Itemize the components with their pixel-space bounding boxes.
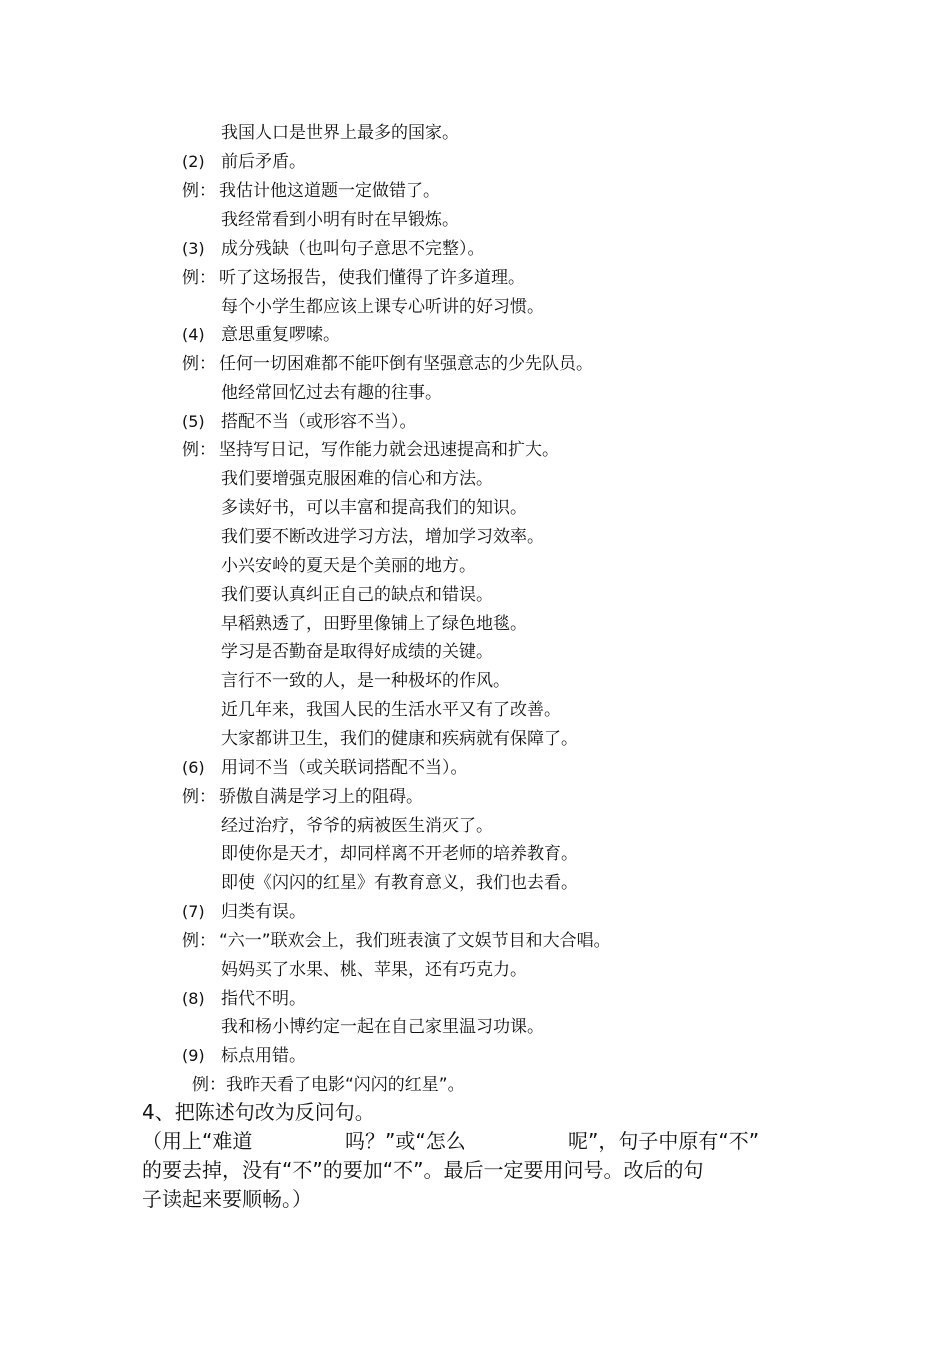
text-line: 我们要认真纠正自己的缺点和错误。 bbox=[221, 585, 493, 605]
text-line: 他经常回忆过去有趣的往事。 bbox=[221, 383, 442, 403]
text-line: 经过治疗，爷爷的病被医生消灭了。 bbox=[221, 816, 493, 836]
item-number: (3) bbox=[182, 239, 205, 258]
item-heading: 指代不明。 bbox=[221, 989, 306, 1009]
text-line: “六一”联欢会上，我们班表演了文娱节目和大合唱。 bbox=[219, 931, 611, 951]
example-label: 例： bbox=[182, 931, 216, 951]
item-heading: 搭配不当（或形容不当）。 bbox=[221, 412, 417, 432]
item-number: (5) bbox=[182, 412, 205, 431]
text-line: 坚持写日记，写作能力就会迅速提高和扩大。 bbox=[219, 440, 559, 460]
text-line: 我估计他这道题一定做错了。 bbox=[219, 181, 440, 201]
section-heading: 4、把陈述句改为反问句。 bbox=[142, 1100, 375, 1124]
item-number: (8) bbox=[182, 989, 205, 1008]
item-number: (9) bbox=[182, 1046, 205, 1065]
item-heading: 成分残缺（也叫句子意思不完整）。 bbox=[221, 239, 485, 259]
text-line: 小兴安岭的夏天是个美丽的地方。 bbox=[221, 556, 476, 576]
item-number: (4) bbox=[182, 325, 205, 344]
text-line: 我经常看到小明有时在早锻炼。 bbox=[221, 210, 459, 230]
text-line: 例：我昨天看了电影“闪闪的红星”。 bbox=[192, 1075, 465, 1095]
text-line: 即使《闪闪的红星》有教育意义，我们也去看。 bbox=[221, 873, 578, 893]
item-number: (6) bbox=[182, 758, 205, 777]
text-line: 听了这场报告，使我们懂得了许多道理。 bbox=[219, 268, 525, 288]
item-heading: 归类有误。 bbox=[221, 902, 306, 922]
text-line: 每个小学生都应该上课专心听讲的好习惯。 bbox=[221, 297, 544, 317]
text-line: 大家都讲卫生，我们的健康和疾病就有保障了。 bbox=[221, 729, 578, 749]
item-number: (2) bbox=[182, 152, 205, 171]
text-line: 近几年来，我国人民的生活水平又有了改善。 bbox=[221, 700, 561, 720]
text-line: 我国人口是世界上最多的国家。 bbox=[221, 123, 459, 143]
item-heading: 用词不当（或关联词搭配不当）。 bbox=[221, 758, 468, 778]
text-line: 学习是否勤奋是取得好成绩的关键。 bbox=[221, 642, 493, 662]
text-line: 多读好书，可以丰富和提高我们的知识。 bbox=[221, 498, 527, 518]
item-heading: 标点用错。 bbox=[221, 1046, 306, 1066]
item-number: (7) bbox=[182, 902, 205, 921]
text-line: 我和杨小博约定一起在自己家里温习功课。 bbox=[221, 1017, 544, 1037]
text-line: 妈妈买了水果、桃、苹果，还有巧克力。 bbox=[221, 960, 527, 980]
text-line: 即使你是天才，却同样离不开老师的培养教育。 bbox=[221, 844, 578, 864]
example-label: 例： bbox=[182, 787, 216, 807]
example-label: 例： bbox=[182, 181, 216, 201]
instruction-part: 吗？”或“怎么 bbox=[345, 1129, 466, 1153]
example-label: 例： bbox=[182, 354, 216, 374]
text-line: 言行不一致的人，是一种极坏的作风。 bbox=[221, 671, 510, 691]
instruction-part: 呢”，句子中原有“不” bbox=[568, 1129, 760, 1153]
example-label: 例： bbox=[182, 268, 216, 288]
text-line: 我们要增强克服困难的信心和方法。 bbox=[221, 469, 493, 489]
item-heading: 意思重复啰嗦。 bbox=[221, 325, 340, 345]
text-line: 我们要不断改进学习方法，增加学习效率。 bbox=[221, 527, 544, 547]
instruction-part: （用上“难道 bbox=[142, 1129, 253, 1153]
text-line: 任何一切困难都不能吓倒有坚强意志的少先队员。 bbox=[219, 354, 593, 374]
text-line: 早稻熟透了，田野里像铺上了绿色地毯。 bbox=[221, 614, 527, 634]
instruction-line: 的要去掉，没有“不”的要加“不”。最后一定要用问号。改后的句 bbox=[142, 1158, 704, 1182]
example-label: 例： bbox=[182, 440, 216, 460]
item-heading: 前后矛盾。 bbox=[221, 152, 306, 172]
text-line: 骄傲自满是学习上的阻碍。 bbox=[219, 787, 423, 807]
instruction-line: 子读起来要顺畅。） bbox=[142, 1187, 312, 1211]
